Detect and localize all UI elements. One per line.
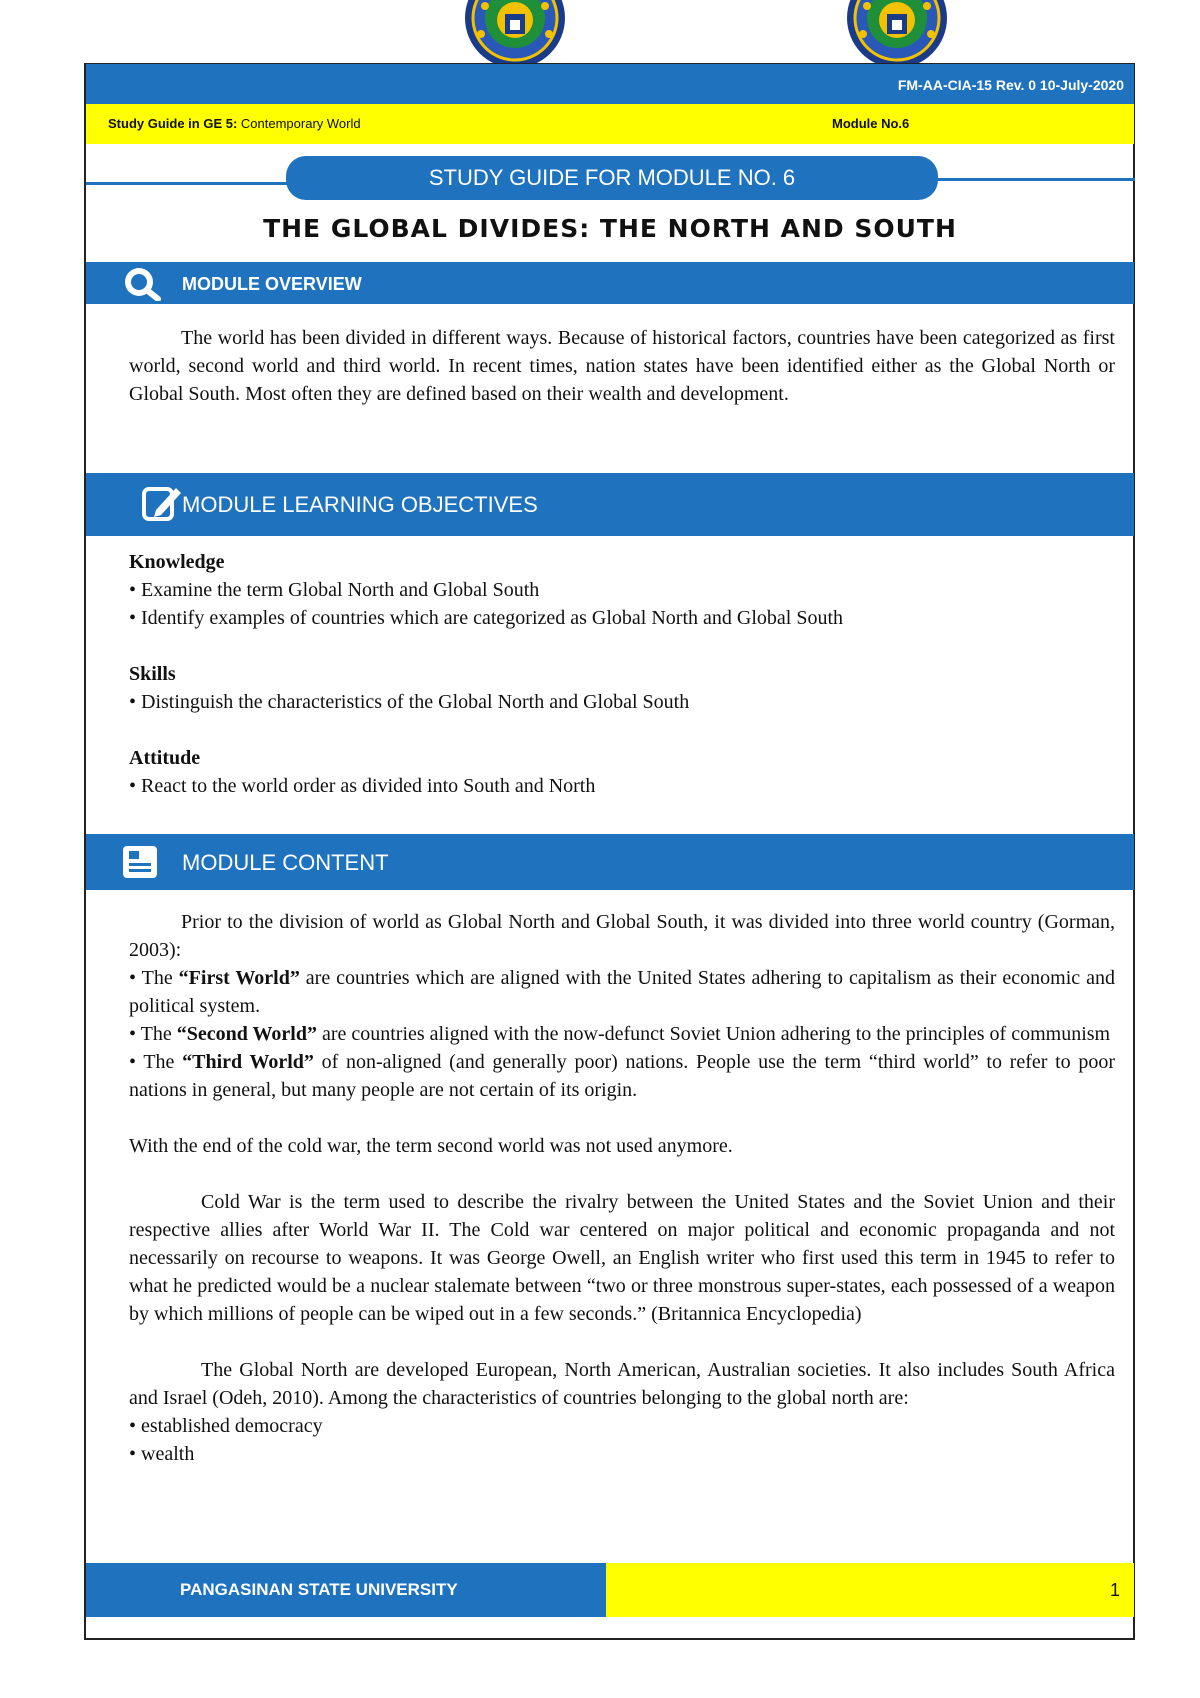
content-text-block <box>129 908 1115 1468</box>
decorative-line-left <box>86 182 291 185</box>
page-title: THE GLOBAL DIVIDES: THE NORTH AND SOUTH <box>263 214 957 243</box>
second-world-item <box>129 1020 1115 1048</box>
global-north-item: • wealth <box>129 1443 195 1465</box>
global-north-item: • established democracy <box>129 1415 323 1437</box>
section-label-objectives: MODULE LEARNING OBJECTIVES <box>182 492 538 517</box>
section-label-overview: MODULE OVERVIEW <box>182 274 362 294</box>
cold-war-end-text: With the end of the cold war, the term second world was not used anymore. <box>129 1135 733 1157</box>
form-code: FM-AA-CIA-15 Rev. 0 10-July-2020 <box>897 77 1124 93</box>
overview-text-block <box>129 324 1115 408</box>
first-world-item <box>129 964 1115 1020</box>
overview-paragraph: The world has been divided in different ways. Because of historical factors, countries have been categorized as first world, second world and third world. In recent times, nation states have been identified either as the Global North or Global South. Most often they are defined based on their wealth and development. <box>129 327 1115 405</box>
university-seal-logo-right <box>845 0 949 64</box>
magnifier-icon <box>122 265 162 301</box>
section-header-objectives <box>86 473 1134 536</box>
university-name: PANGASINAN STATE UNIVERSITY <box>180 1580 458 1599</box>
skills-heading: Skills <box>129 663 176 685</box>
module-number: Module No.6 <box>832 116 910 131</box>
study-guide-banner: STUDY GUIDE FOR MODULE NO. 6 <box>286 156 938 200</box>
first-world-term: “First World” <box>178 967 300 989</box>
knowledge-heading: Knowledge <box>129 551 225 573</box>
content-intro: Prior to the division of world as Global North and Global South, it was divided into three world country (Gorman, 2003): <box>129 911 1115 961</box>
third-world-term: “Third World” <box>182 1051 314 1073</box>
footer-page-bar <box>606 1563 1134 1617</box>
pencil-edit-icon <box>142 486 182 522</box>
first-world-text: are countries which are aligned with the United States adhering to capitalism as their economic and political system. <box>129 967 1115 1017</box>
objectives-text-block <box>129 548 1115 800</box>
knowledge-item: • Examine the term Global North and Global South <box>129 579 540 601</box>
bullet-prefix: • The <box>129 1023 177 1045</box>
attitude-heading: Attitude <box>129 747 201 769</box>
section-label-content: MODULE CONTENT <box>182 850 389 875</box>
skills-item: • Distinguish the characteristics of the Global North and Global South <box>129 691 690 713</box>
university-seal-logo-left <box>463 0 567 64</box>
study-guide-course <box>108 116 361 131</box>
section-header-content <box>86 834 1134 890</box>
knowledge-item: • Identify examples of countries which are categorized as Global North and Global South <box>129 607 844 629</box>
second-world-text: are countries aligned with the now-defunct Soviet Union adhering to the principles of communism <box>316 1023 1111 1045</box>
study-guide-prefix: Study Guide in GE 5: <box>108 116 238 131</box>
global-north-paragraph: The Global North are developed European, North American, Australian societies. It also includes South Africa and Israel (Odeh, 2010). Among the characteristics of countries belonging to the global north are: <box>129 1359 1115 1409</box>
page-number: 1 <box>1109 1580 1120 1600</box>
third-world-text: of non-aligned (and generally poor) nations. People use the term “third world” to refer to poor nations in general, but many people are not certain of its origin. <box>129 1051 1115 1101</box>
third-world-item <box>129 1048 1115 1104</box>
cold-war-paragraph: Cold War is the term used to describe the rivalry between the United States and the Soviet Union and their respective allies after World War II. The Cold war centered on major political and economic propaganda and not necessarily on recourse to weapons. It was George Owell, an English writer who first used this term in 1945 to refer to what he predicted would be a nuclear stalemate between “two or three monstrous super-states, each possessed of a weapon by which millions of people can be wiped out in a few seconds.” (Britannica Encyclopedia) <box>129 1191 1115 1325</box>
course-name: Contemporary World <box>237 116 361 131</box>
study-guide-bar <box>86 104 1134 144</box>
second-world-term: “Second World” <box>176 1023 317 1045</box>
document-icon <box>122 845 158 879</box>
footer-university-bar <box>86 1563 606 1617</box>
bullet-prefix: • The <box>129 1051 183 1073</box>
bullet-prefix: • The <box>129 967 179 989</box>
attitude-item: • React to the world order as divided into South and North <box>129 775 596 797</box>
decorative-line-right <box>933 178 1135 181</box>
section-header-overview <box>86 262 1134 304</box>
form-code-bar <box>86 64 1134 104</box>
